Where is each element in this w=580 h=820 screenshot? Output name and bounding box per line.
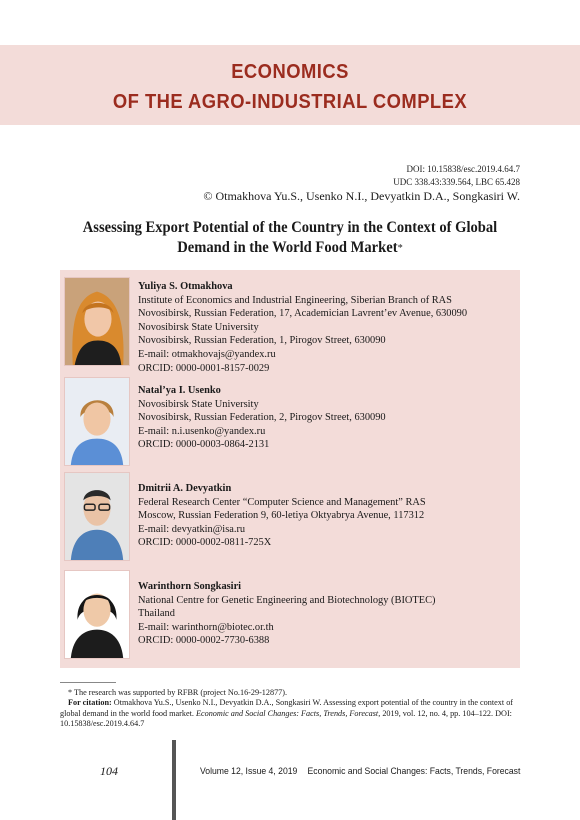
footnote-marker: * [397, 242, 403, 254]
author-photo [64, 570, 130, 659]
copyright: © Otmakhova Yu.S., Usenko N.I., Devyatkin D.A., Songkasiri W. [203, 189, 520, 203]
footer-volume: Volume 12, Issue 4, 2019 [200, 765, 298, 776]
author-info [138, 384, 386, 452]
citation-note [60, 698, 520, 729]
author-name: Dmitrii A. Devyatkin [138, 483, 232, 494]
author-photo [64, 377, 130, 466]
funding-note: * The research was supported by RFBR (project No.16-29-12877). [68, 688, 288, 697]
author-address: Moscow, Russian Federation 9, 60-letiya Oktyabrya Avenue, 117312 [138, 510, 425, 522]
author-affiliation: Novosibirsk State University [138, 398, 259, 410]
article-title-text: Assessing Export Potential of the Country in the Context of Global Demand in the World Food Market [82, 219, 498, 256]
author-affiliation: National Centre for Genetic Engineering and Biotechnology (BIOTEC) [138, 594, 436, 606]
author-orcid: ORCID: 0000-0002-7730-6388 [138, 635, 270, 647]
author-name: Warinthorn Songkasiri [138, 581, 242, 592]
footnote-divider [60, 682, 116, 683]
footer-journal: Economic and Social Changes: Facts, Trends, Forecast [307, 765, 520, 776]
author-orcid: ORCID: 0000-0002-0811-725X [138, 537, 272, 549]
author-name: Yuliya S. Otmakhova [138, 281, 233, 292]
author-affiliation: Novosibirsk State University [138, 321, 259, 333]
citation-label: For citation: [68, 698, 112, 708]
authors-box [60, 270, 520, 668]
author-address: Novosibirsk, Russian Federation, 2, Pirogov Street, 630090 [138, 412, 386, 424]
page-number: 104 [100, 764, 118, 778]
author-email: E-mail: otmakhovajs@yandex.ru [138, 348, 276, 360]
doi: DOI: 10.15838/esc.2019.4.64.7 [406, 164, 520, 174]
author-info [138, 280, 467, 375]
citation-text: Otmakhova Yu.S., Usenko N.I., Devyatkin D.A., Songkasiri W. Assessing export potential of the country in the context of global demand in the world food market. [60, 698, 514, 718]
section-title-line1: ECONOMICS [231, 61, 349, 83]
footer-divider-bar [172, 740, 176, 820]
author-affiliation: Federal Research Center “Computer Science and Management” RAS [138, 496, 426, 508]
author-country: Thailand [138, 608, 175, 620]
author-orcid: ORCID: 0000-0003-0864-2131 [138, 439, 270, 451]
author-affiliation: Institute of Economics and Industrial Engineering, Siberian Branch of RAS [138, 294, 452, 306]
author-email: E-mail: n.i.usenko@yandex.ru [138, 425, 266, 437]
author-address: Novosibirsk, Russian Federation, 1, Pirogov Street, 630090 [138, 335, 386, 347]
author-address: Novosibirsk, Russian Federation, 17, Academician Lavrent’ev Avenue, 630090 [138, 308, 468, 320]
section-title-line2: OF THE AGRO-INDUSTRIAL COMPLEX [112, 91, 468, 113]
citation-tail: , 2019, vol. 12, no. 4, pp. 104–122. DOI: 10.15838/esc.2019.4.64.7 [60, 708, 512, 729]
udc: UDC 338.43:339.564, LBC 65.428 [393, 177, 520, 187]
author-orcid: ORCID: 0000-0001-8157-0029 [138, 362, 270, 374]
citation-journal: Economic and Social Changes: Facts, Trends, Forecast [195, 708, 379, 718]
author-photo [64, 472, 130, 561]
author-email: E-mail: warinthorn@biotec.or.th [138, 621, 274, 633]
author-info [138, 580, 436, 648]
author-photo [64, 277, 130, 366]
author-info [138, 482, 426, 550]
author-name: Natal’ya I. Usenko [138, 385, 221, 396]
article-title [74, 218, 506, 258]
author-email: E-mail: devyatkin@isa.ru [138, 523, 246, 535]
footnotes [60, 688, 520, 730]
